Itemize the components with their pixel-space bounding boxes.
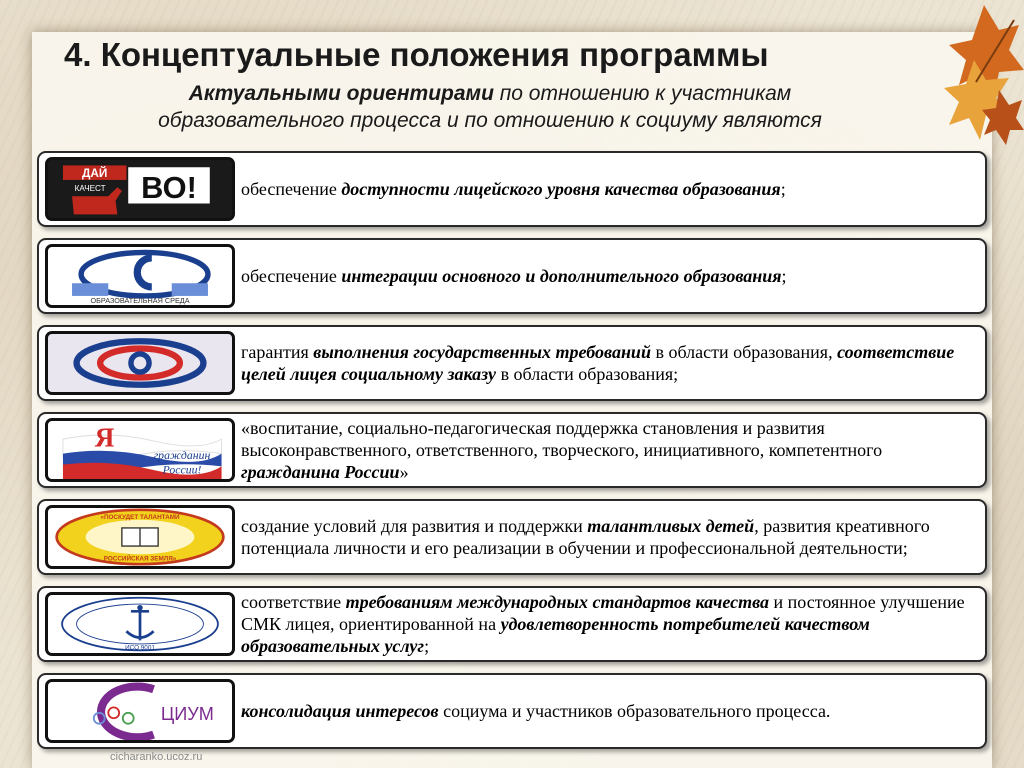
poster-word-3: ВО!	[141, 170, 197, 206]
concept-card-6	[37, 586, 987, 662]
text-plain: обеспечение	[241, 266, 342, 286]
logo-word-1: гражданин	[153, 449, 211, 463]
education-environment-logo	[45, 244, 235, 308]
concept-text-4	[241, 414, 979, 486]
text-emphasis: выполнения государственных требований	[313, 342, 651, 362]
logo-letter: Я	[94, 422, 115, 453]
site-watermark: cicharanko.ucoz.ru	[110, 751, 203, 763]
concept-text-2	[241, 240, 979, 312]
autumn-leaves-decoration	[914, 0, 1024, 150]
logo-caption: ОБРАЗОВАТЕЛЬНАЯ СРЕДА	[90, 296, 190, 305]
concept-text-5	[241, 501, 979, 573]
slide-title: 4. Концептуальные положения программы	[64, 36, 769, 73]
poster-word-1: ДАЙ	[82, 167, 108, 181]
tsium-logo	[45, 679, 235, 743]
text-plain: обеспечение	[241, 179, 342, 199]
poster-word-2: КАЧЕСТ	[74, 183, 106, 193]
text-plain: соответствие	[241, 592, 346, 612]
text-plain: ;	[780, 179, 786, 199]
text-emphasis: удовлетворенность потребителей качеством образовательных услуг	[241, 614, 870, 656]
text-emphasis: гражданина России	[241, 462, 400, 482]
citizen-of-russia-logo	[45, 418, 235, 482]
text-emphasis: талантливых детей	[587, 516, 755, 536]
subtitle-line2: образовательного процесса и по отношению к социуму являются	[158, 109, 822, 132]
logo-wordmark: ЦИУМ	[160, 704, 214, 725]
text-emphasis: консолидация интересов	[241, 701, 439, 721]
text-plain: в области образования,	[650, 342, 838, 362]
concept-text-3	[241, 327, 979, 399]
logo-word-2: России!	[162, 463, 202, 477]
emblem-top-text: «ПОСКУДЕТ ТАЛАНТАМИ	[100, 513, 180, 521]
text-plain: ;	[424, 636, 430, 656]
text-plain: в области образования;	[496, 364, 679, 384]
concept-text-6	[241, 588, 979, 660]
text-plain: гарантия	[241, 342, 314, 362]
concept-text-1	[241, 153, 979, 225]
quality-poster-image	[45, 157, 235, 221]
iso-certificate-emblem	[45, 592, 235, 656]
text-emphasis: доступности лицейского уровня качества образования	[341, 179, 781, 199]
text-emphasis: соответствие целей лицея социальному заказу	[241, 342, 955, 384]
text-emphasis: требованиям международных стандартов качества	[345, 592, 769, 612]
text-plain: создание условий для развития и поддержки	[241, 516, 588, 536]
concept-card-1	[37, 151, 987, 227]
concept-text-7	[241, 675, 979, 747]
text-plain: социума и участников образовательного процесса.	[438, 701, 831, 721]
emblem-caption: ИСО 9001	[125, 644, 155, 652]
concept-card-5	[37, 499, 987, 575]
text-plain: и постоянное улучшение СМК лицея, ориентированной на	[241, 592, 965, 634]
concept-card-7	[37, 673, 987, 749]
text-emphasis: интеграции основного и дополнительного образования	[341, 266, 782, 286]
concept-card-2	[37, 238, 987, 314]
slide-subtitle	[60, 80, 920, 134]
subtitle-rest: по отношению к участникам	[493, 82, 792, 105]
concept-card-3	[37, 325, 987, 401]
talented-children-emblem	[45, 505, 235, 569]
text-plain: , развития креативного потенциала личности и его реализации в обучении и профессиональной деятельности;	[241, 516, 930, 558]
text-plain: ;	[781, 266, 787, 286]
emblem-bottom-text: РОССИЙСКАЯ ЗЕМЛЯ»	[103, 555, 177, 563]
subtitle-bold: Актуальными ориентирами	[188, 82, 494, 105]
state-standards-logo	[45, 331, 235, 395]
text-plain: «воспитание, социально-педагогическая поддержка становления и развития высоконравственного, ответственного, творческого, инициативного, компетентного	[241, 418, 883, 460]
text-plain: »	[399, 462, 409, 482]
concept-card-4	[37, 412, 987, 488]
